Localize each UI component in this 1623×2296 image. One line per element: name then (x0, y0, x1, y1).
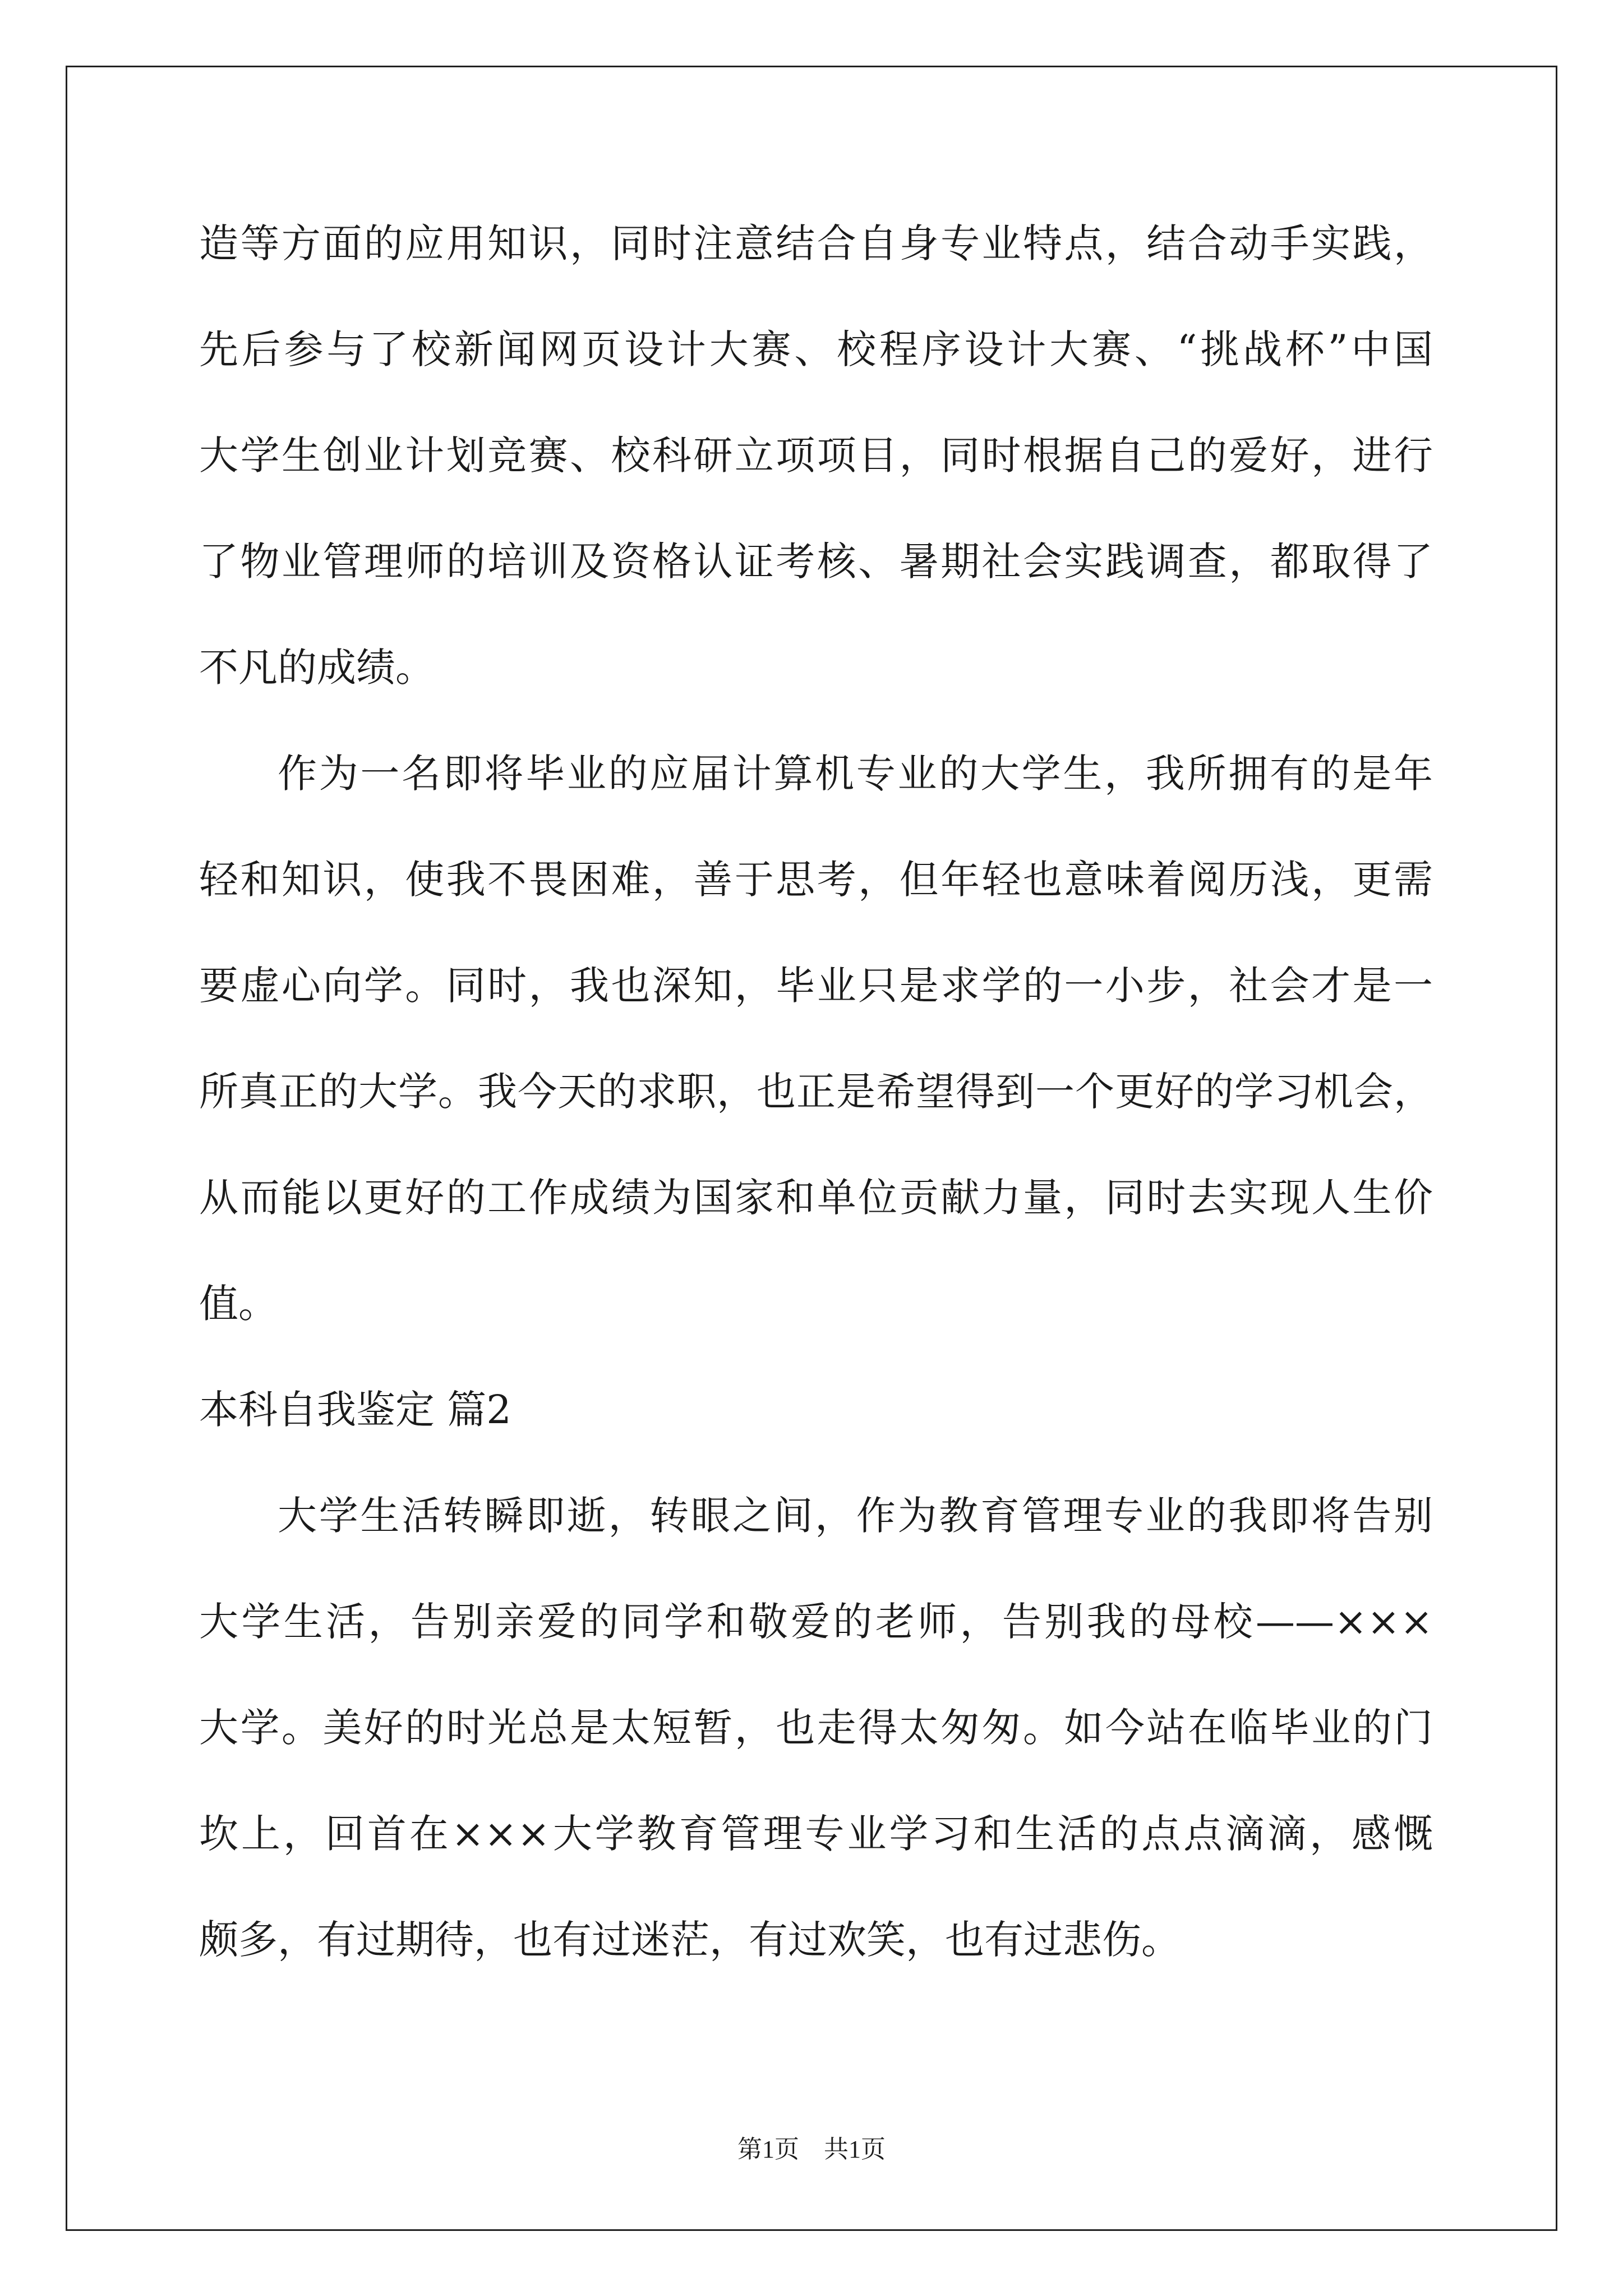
text-line: 颇多，有过期待，也有过迷茫，有过欢笑，也有过悲伤。 (199, 1917, 1181, 1963)
text-line: 了物业管理师的培训及资格认证考核、暑期社会实践调查，都取得了 (199, 539, 1433, 585)
text-line: 大学生活转瞬即逝，转眼之间，作为教育管理专业的我即将告别 (278, 1493, 1433, 1539)
text-line: 从而能以更好的工作成绩为国家和单位贡献力量，同时去实现人生价 (199, 1175, 1433, 1221)
text-line: 先后参与了校新闻网页设计大赛、校程序设计大赛、“挑战杯”中国 (199, 326, 1433, 372)
page-footer: 第1页 共1页 (737, 2136, 886, 2163)
text-line: 大学生活，告别亲爱的同学和敬爱的老师，告别我的母校——××× (199, 1599, 1433, 1645)
text-line: 大学生创业计划竞赛、校科研立项项目，同时根据自己的爱好，进行 (199, 432, 1433, 478)
document-body (199, 191, 1433, 1993)
section-heading: 本科自我鉴定 篇2 (199, 1387, 511, 1433)
text-line: 作为一名即将毕业的应届计算机专业的大学生，我所拥有的是年 (278, 751, 1433, 797)
text-line: 轻和知识，使我不畏困难，善于思考，但年轻也意味着阅历浅，更需 (199, 857, 1433, 903)
text-line: 不凡的成绩。 (199, 645, 435, 691)
text-line: 大学。美好的时光总是太短暂，也走得太匆匆。如今站在临毕业的门 (199, 1705, 1433, 1751)
text-line: 值。 (199, 1281, 278, 1327)
text-line: 所真正的大学。我今天的求职，也正是希望得到一个更好的学习机会， (199, 1069, 1433, 1115)
text-line: 坎上，回首在×××大学教育管理专业学习和生活的点点滴滴，感慨 (199, 1811, 1433, 1857)
text-line: 要虚心向学。同时，我也深知，毕业只是求学的一小步，社会才是一 (199, 963, 1433, 1009)
text-line: 造等方面的应用知识，同时注意结合自身专业特点，结合动手实践， (199, 220, 1433, 266)
